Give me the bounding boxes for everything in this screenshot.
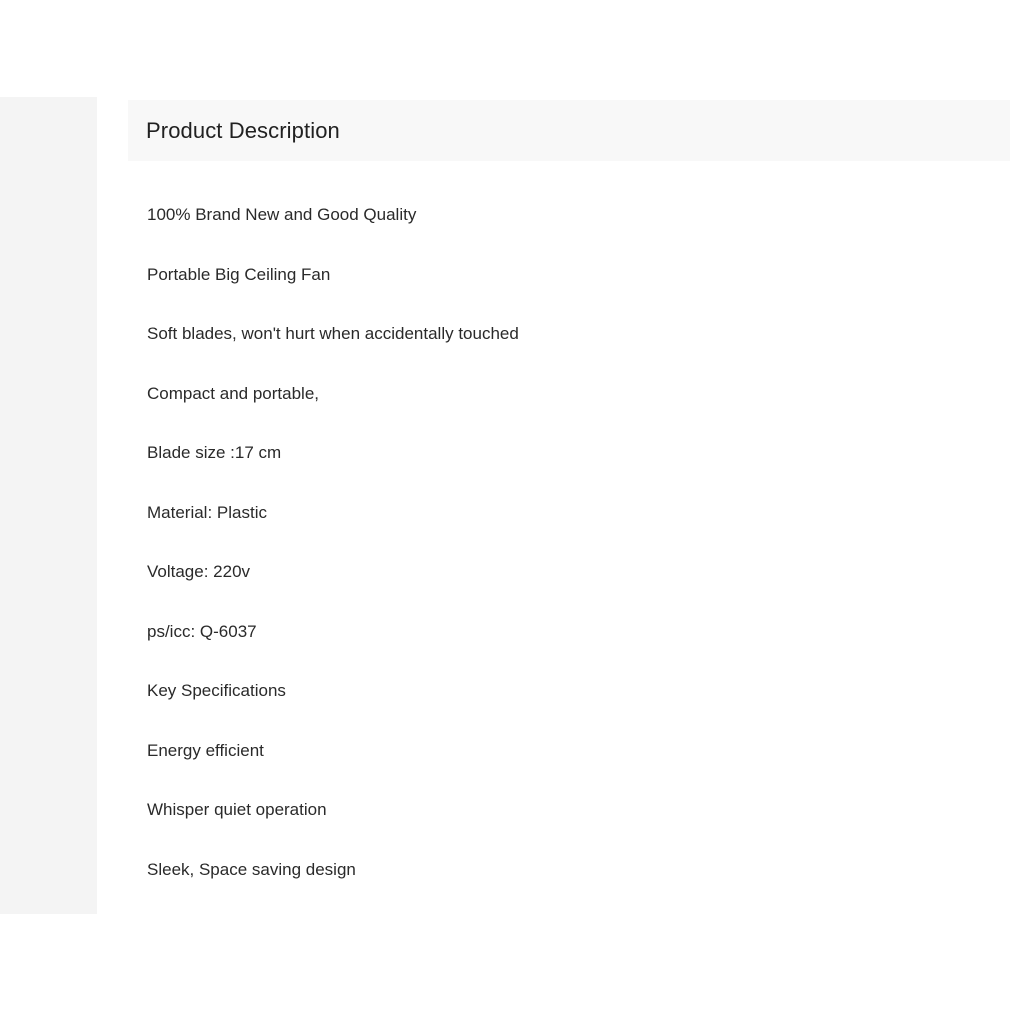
description-item: Portable Big Ceiling Fan — [147, 264, 331, 284]
section-header — [128, 100, 1010, 161]
description-item: Soft blades, won't hurt when accidentally touched — [147, 324, 519, 343]
description-item: ps/icc: Q-6037 — [147, 621, 257, 641]
product-description-section — [128, 100, 1010, 916]
side-panel — [0, 97, 97, 914]
description-item: Sleek, Space saving design — [147, 859, 356, 879]
description-item: Material: Plastic — [147, 502, 267, 522]
section-title: Product Description — [146, 117, 340, 143]
description-item: Blade size :17 cm — [147, 443, 282, 462]
description-item: Compact and portable, — [147, 383, 319, 403]
description-list — [128, 161, 1010, 883]
description-item: Key Specifications — [147, 681, 286, 700]
description-item: Energy efficient — [147, 740, 264, 760]
description-item: Whisper quiet operation — [147, 800, 327, 819]
description-item: Voltage: 220v — [147, 562, 251, 581]
description-item: 100% Brand New and Good Quality — [147, 205, 417, 224]
